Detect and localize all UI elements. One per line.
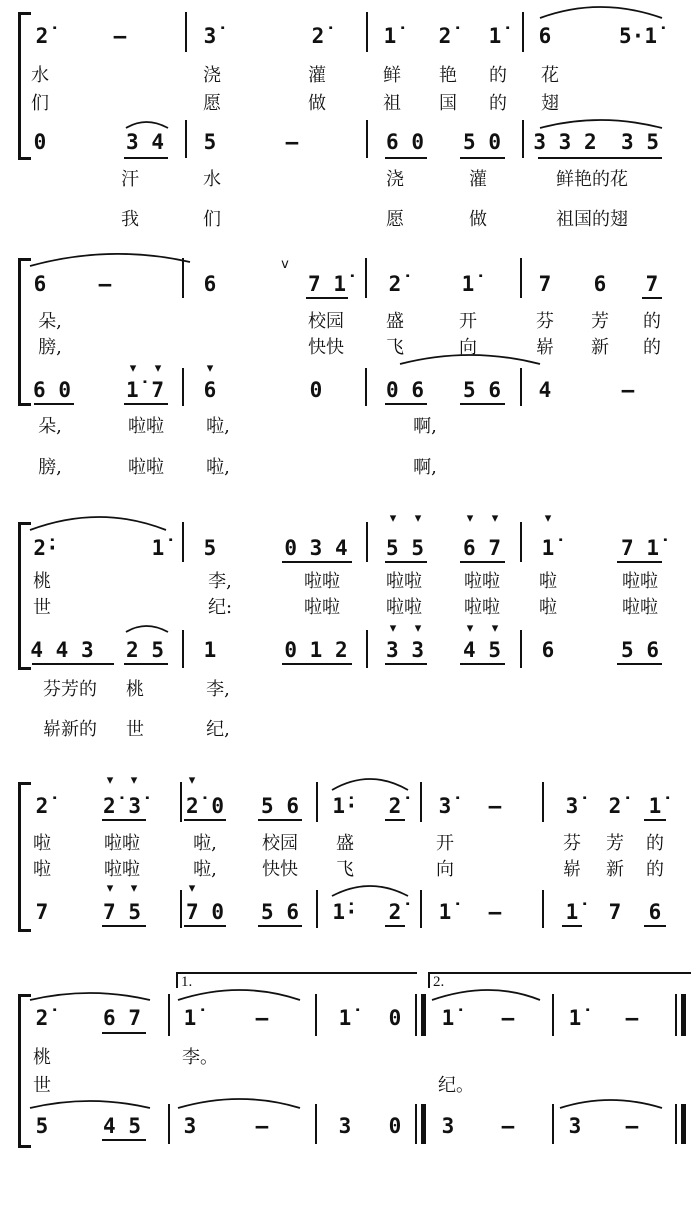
lyric: 世 (126, 719, 144, 740)
slur (30, 517, 166, 530)
lyric: 崭 (536, 337, 554, 358)
accent-mark: ▾ (154, 361, 162, 376)
note: 1̇ (183, 1006, 197, 1030)
lyric: 啦啦 (128, 416, 164, 437)
dash: — (625, 1114, 639, 1138)
dash: — (255, 1006, 269, 1030)
note: 6 (648, 900, 662, 924)
lyric: 啦啦 (464, 597, 500, 618)
note: 1̇ (488, 24, 502, 48)
note: 1̇ (541, 536, 555, 560)
lyric: 芬 (563, 833, 581, 854)
note: 1̇ (461, 272, 475, 296)
note: 5 (203, 130, 217, 154)
lyric: 祖 (383, 93, 401, 114)
lyric: 开 (459, 311, 477, 332)
slur (400, 355, 540, 364)
lyric: 灌 (469, 169, 487, 190)
lyric: 芳 (591, 311, 609, 332)
note: 1̇ 7 (126, 378, 164, 402)
note: 7 (645, 272, 659, 296)
slur (540, 7, 662, 18)
slur (30, 993, 150, 1000)
note: 0 3 4 (284, 536, 348, 560)
note: 5 6 (261, 900, 299, 924)
lyric: 桃 (33, 1047, 51, 1068)
dash: — (621, 378, 635, 402)
note: 3 (568, 1114, 582, 1138)
note: 1̇ (568, 1006, 582, 1030)
lyric: 桃 (126, 679, 144, 700)
lyric: 崭新的 (43, 719, 97, 740)
slur (540, 120, 662, 128)
lyric: 啦 (539, 571, 557, 592)
lyric: 愿 (386, 209, 404, 230)
lyric: 的 (646, 859, 664, 880)
note: 1̇ (648, 794, 662, 818)
note: 3 4 (126, 130, 164, 154)
note: 5 (203, 536, 217, 560)
lyric: 的 (489, 93, 507, 114)
accent-mark: ▾ (206, 361, 214, 376)
note: 1 (203, 638, 217, 662)
accent-mark: ▾ (188, 881, 196, 896)
slur (126, 122, 168, 128)
lyric: 啦啦 (464, 571, 500, 592)
slur (126, 626, 168, 632)
note: 3 (338, 1114, 352, 1138)
note: 5·1̇ (619, 24, 657, 48)
note: 6 (203, 378, 217, 402)
lyric: 纪。 (438, 1075, 474, 1096)
lyric: 世 (33, 597, 51, 618)
lyric: 啦, (193, 833, 217, 854)
note: 7 (608, 900, 622, 924)
accent-mark: ▾ (491, 511, 499, 526)
slur (332, 779, 408, 790)
dash: — (98, 272, 112, 296)
note: 0 (388, 1006, 402, 1030)
accent-mark: ▾ (466, 511, 474, 526)
lyric: 桃 (33, 571, 51, 592)
note: 6 (593, 272, 607, 296)
note: 5 6 (463, 378, 501, 402)
lyric: 浇 (203, 65, 221, 86)
note: 7 1̇ (308, 272, 346, 296)
note: 6 (203, 272, 217, 296)
note: 4 4 3 (30, 638, 94, 662)
slur (30, 254, 190, 266)
lyric: 校园 (262, 833, 298, 854)
lyric: 纪: (207, 597, 233, 618)
note: 5 5 (386, 536, 424, 560)
lyric: 李, (206, 679, 230, 700)
lyric: 啊, (413, 457, 437, 478)
note: 3 5 (621, 130, 659, 154)
accent-mark: ▾ (491, 621, 499, 636)
accent-mark: ▾ (130, 773, 138, 788)
note: 3 (441, 1114, 455, 1138)
note: 0 6 (386, 378, 424, 402)
lyric: 啦, (206, 457, 230, 478)
note: 2̇ (388, 272, 402, 296)
note: 3̇ (565, 794, 579, 818)
lyric: 做 (308, 93, 326, 114)
note: 2̇ (388, 794, 402, 818)
accent-mark: ▾ (414, 511, 422, 526)
lyric: 飞 (336, 859, 354, 880)
lyric: 啦啦 (304, 571, 340, 592)
note: 2̇ (438, 24, 452, 48)
lyric: 的 (643, 337, 661, 358)
note: 7 (35, 900, 49, 924)
lyric: 校园 (308, 311, 344, 332)
note: 2 5 (126, 638, 164, 662)
lyric: 芬芳的 (43, 679, 97, 700)
lyric: 啦啦 (622, 597, 658, 618)
note: 2̇· (33, 536, 59, 560)
accent-mark: ▾ (129, 361, 137, 376)
lyric: 浇 (386, 169, 404, 190)
note: 7 5 (103, 900, 141, 924)
lyric: 芬 (536, 311, 554, 332)
lyric: 盛 (336, 833, 354, 854)
note: 1̇ (151, 536, 165, 560)
accent-mark: ▾ (414, 621, 422, 636)
lyric: 的 (643, 311, 661, 332)
accent-mark: ▾ (389, 621, 397, 636)
note: 4 (538, 378, 552, 402)
lyric: 的 (646, 833, 664, 854)
note: 1̇· (332, 794, 358, 818)
breath-mark: v (281, 257, 289, 272)
note: 1̇· (332, 900, 358, 924)
note: 0 (309, 378, 323, 402)
accent-mark: ▾ (106, 881, 114, 896)
note: 2̇ (311, 24, 325, 48)
note: 2̇ (608, 794, 622, 818)
dash: — (501, 1006, 515, 1030)
note: 7 0 (186, 900, 224, 924)
lyric: 崭 (563, 859, 581, 880)
lyric: 李, (208, 571, 232, 592)
lyric: 向 (459, 337, 477, 358)
lyric: 向 (436, 859, 454, 880)
note: 6 7 (103, 1006, 141, 1030)
lyric: 啦啦 (386, 597, 422, 618)
dash: — (113, 24, 127, 48)
note: 6 0 (386, 130, 424, 154)
note: 7 1̇ (621, 536, 659, 560)
lyric: 膀, (38, 337, 62, 358)
lyric: 祖国的翅 (556, 209, 628, 230)
lyric: 啦啦 (622, 571, 658, 592)
note: 2̇ (35, 1006, 49, 1030)
note: 2̇ (388, 900, 402, 924)
lyric: 啦啦 (304, 597, 340, 618)
lyric: 啦 (33, 833, 51, 854)
note: 1̇ (383, 24, 397, 48)
note: 3 (183, 1114, 197, 1138)
note: 6 7 (463, 536, 501, 560)
lyric: 快快 (308, 337, 344, 358)
note: 0 (33, 130, 47, 154)
note: 1̇ (438, 900, 452, 924)
accent-mark: ▾ (544, 511, 552, 526)
slur (178, 990, 300, 1000)
dash: — (488, 900, 502, 924)
note: 2̇ (35, 24, 49, 48)
note: 2̇ 3̇ (103, 794, 141, 818)
lyric: 啦, (206, 416, 230, 437)
lyric: 啦啦 (104, 833, 140, 854)
lyric: 艳 (439, 65, 457, 86)
slur (332, 886, 408, 896)
accent-mark: ▾ (188, 773, 196, 788)
dash: — (501, 1114, 515, 1138)
lyric: 啦啦 (104, 859, 140, 880)
slur (432, 990, 540, 1000)
dash: — (625, 1006, 639, 1030)
lyric: 愿 (203, 93, 221, 114)
note: 5 (35, 1114, 49, 1138)
slur (560, 1100, 662, 1108)
lyric: 芳 (606, 833, 624, 854)
lyric: 啦, (193, 859, 217, 880)
lyric: 膀, (38, 457, 62, 478)
lyric: 的 (489, 65, 507, 86)
dash: — (255, 1114, 269, 1138)
note: 6 (541, 638, 555, 662)
note: 5 6 (621, 638, 659, 662)
lyric: 啦啦 (386, 571, 422, 592)
lyric: 我 (121, 209, 139, 230)
accent-mark: ▾ (130, 881, 138, 896)
note: 0 (388, 1114, 402, 1138)
lyric: 新 (606, 859, 624, 880)
volta-label: 2. (433, 974, 445, 990)
note: 1̇ (338, 1006, 352, 1030)
lyric: 啦 (33, 859, 51, 880)
lyric: 鲜艳的花 (556, 169, 628, 190)
note: 0 1 2 (284, 638, 348, 662)
lyric: 李。 (182, 1047, 218, 1068)
lyric: 朵, (38, 311, 62, 332)
note: 3 3 2 (533, 130, 597, 154)
lyric: 盛 (386, 311, 404, 332)
lyric: 啊, (413, 416, 437, 437)
lyric: 纪, (206, 719, 230, 740)
lyric: 做 (469, 209, 487, 230)
note: 5 6 (261, 794, 299, 818)
lyric: 水 (203, 169, 221, 190)
lyric: 水 (31, 65, 49, 86)
lyric: 们 (203, 209, 221, 230)
lyric: 世 (33, 1075, 51, 1096)
lyric: 汗 (121, 169, 139, 190)
volta-label: 1. (181, 974, 193, 990)
note: 6 0 (33, 378, 71, 402)
note: 4 5 (463, 638, 501, 662)
note: 4 5 (103, 1114, 141, 1138)
dash: — (488, 794, 502, 818)
note: 7 (538, 272, 552, 296)
note: 3̇ (438, 794, 452, 818)
note: 3̇ (203, 24, 217, 48)
note: 6 (538, 24, 552, 48)
note: 1̇ (565, 900, 579, 924)
accent-mark: ▾ (106, 773, 114, 788)
note: 3 3 (386, 638, 424, 662)
lyric: 们 (31, 93, 49, 114)
accent-mark: ▾ (389, 511, 397, 526)
lyric: 翅 (541, 93, 559, 114)
note: 1̇ (441, 1006, 455, 1030)
note: 5 0 (463, 130, 501, 154)
lyric: 飞 (386, 337, 404, 358)
note: 2̇ (35, 794, 49, 818)
lyric: 鲜 (383, 65, 401, 86)
lyric: 朵, (38, 416, 62, 437)
slur (30, 1101, 150, 1108)
lyric: 新 (591, 337, 609, 358)
lyric: 快快 (262, 859, 298, 880)
lyric: 开 (436, 833, 454, 854)
note: 6 (33, 272, 47, 296)
lyric: 啦啦 (128, 457, 164, 478)
slur (178, 1099, 300, 1108)
lyric: 国 (439, 93, 457, 114)
lyric: 花 (541, 65, 559, 86)
accent-mark: ▾ (466, 621, 474, 636)
dash: — (285, 130, 299, 154)
lyric: 啦 (539, 597, 557, 618)
note: 2̇ 0 (186, 794, 224, 818)
lyric: 灌 (308, 65, 326, 86)
